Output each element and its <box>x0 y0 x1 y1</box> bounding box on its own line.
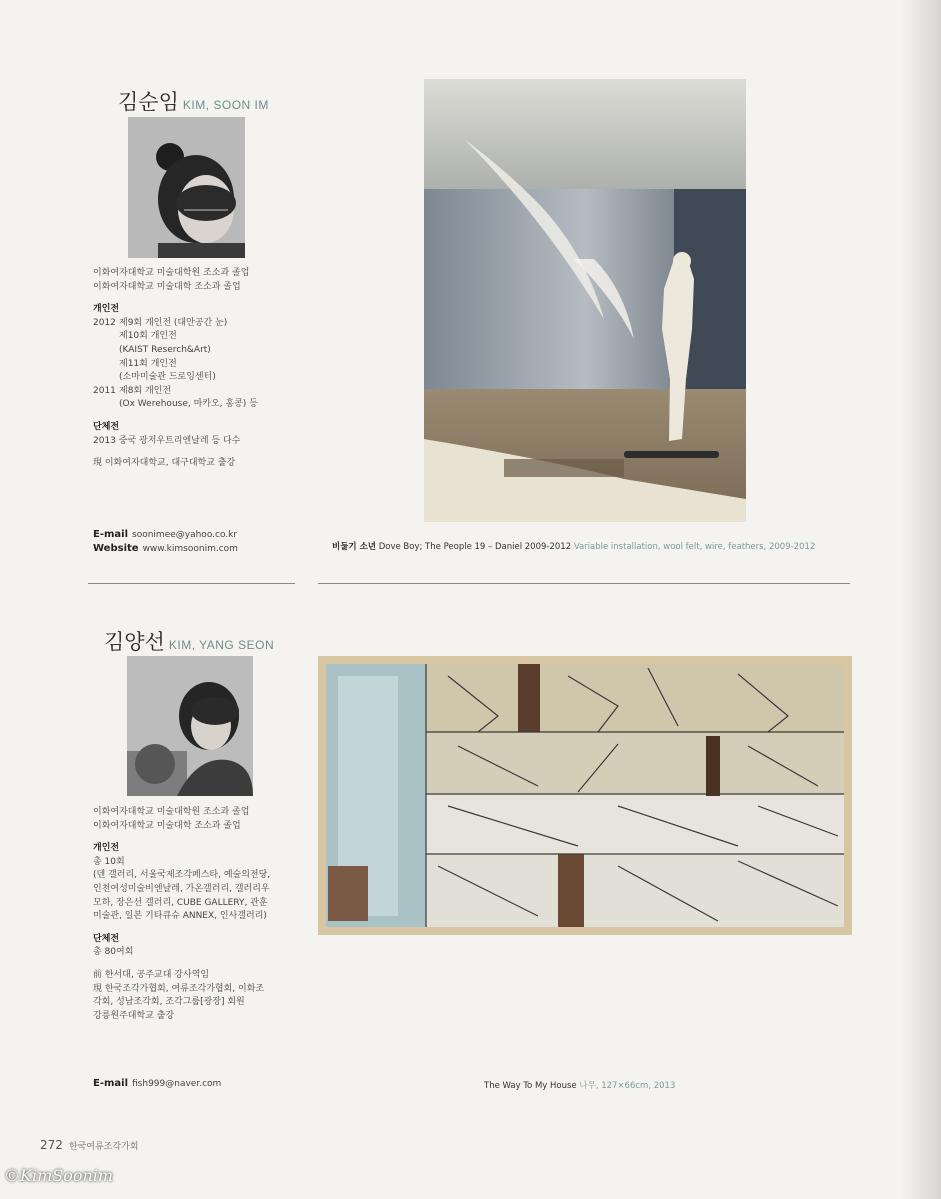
artist2-portrait <box>127 656 253 796</box>
artist1-name <box>118 86 269 116</box>
artist2-artwork-photo <box>318 656 852 935</box>
artist1-solo-row: (Ox Werehouse, 마카오, 홍콩) 등 <box>119 399 258 410</box>
artist1-artwork-photo <box>424 79 746 522</box>
artist1-contact <box>93 528 238 556</box>
artist1-edu-2: 이화여자대학교 미술대학 조소과 졸업 <box>93 281 241 292</box>
artist2-caption <box>484 1079 675 1091</box>
artist1-bio <box>93 267 258 471</box>
artist1-email-label: E-mail <box>93 529 129 540</box>
divider-right <box>318 583 850 584</box>
artist2-solo-line: 미술관, 일본 기타큐슈 ANNEX, 인사갤러리) <box>93 911 267 922</box>
artist2-career-line: 前 한서대, 공주교대 강사역임 <box>93 969 210 980</box>
artist1-edu-1: 이화여자대학교 미술대학원 조소과 졸업 <box>93 268 250 278</box>
artist1-solo-heading: 개인전 <box>93 304 120 315</box>
artist2-group-heading: 단체전 <box>93 933 120 944</box>
divider-left <box>88 583 295 584</box>
artist2-email: fish999@naver.com <box>132 1079 222 1089</box>
artist2-bio <box>93 806 270 1023</box>
artist2-solo-heading: 개인전 <box>93 843 120 854</box>
artist1-name-en: KIM, SOON IM <box>182 98 269 112</box>
copyright-watermark: ©KimSoonim <box>4 1166 114 1185</box>
artist2-group: 총 80여회 <box>93 947 134 958</box>
artist1-solo-row: 2012 제9회 개인전 (대안공간 눈) <box>93 317 228 328</box>
artist1-caption <box>332 540 815 552</box>
artist1-caption-work: Dove Boy; The People 19 – Daniel 2009-2012 <box>378 542 572 552</box>
artist2-career-line: 강릉원주대학교 출강 <box>93 1010 175 1021</box>
artist1-group: 2013 중국 광저우트리엔날레 등 다수 <box>93 435 241 446</box>
artist1-current: 現 이화여자대학교, 대구대학교 출강 <box>93 458 236 469</box>
page-gutter-shadow <box>901 0 941 1199</box>
artist2-solo-line: 모하, 장은선 갤러리, CUBE GALLERY, 관훈 <box>93 897 268 908</box>
artist2-career-line: 現 한국조각가협회, 여류조각가협회, 이화조 <box>93 983 265 994</box>
artist1-group-heading: 단체전 <box>93 421 120 432</box>
artist2-name-ko: 김양선 <box>104 630 165 654</box>
page-number: 272 <box>40 1138 63 1152</box>
artist1-solo-row: (KAIST Reserch&Art) <box>119 344 211 355</box>
artist2-solo-line: 총 10회 <box>93 856 125 867</box>
publisher-name: 한국여류조각가회 <box>68 1142 139 1152</box>
artist1-website: www.kimsoonim.com <box>142 544 238 554</box>
artist2-caption-detail: 나무, 127×66cm, 2013 <box>579 1081 676 1091</box>
artist2-solo-line: 인천여성미술비엔날레, 가온갤러리, 갤러리우 <box>93 883 270 894</box>
artist2-email-label: E-mail <box>93 1078 129 1089</box>
artist1-caption-detail: Variable installation, wool felt, wire, feathers, 2009-2012 <box>573 542 816 552</box>
artist1-solo-row: (소마미술관 드로잉센터) <box>119 372 216 383</box>
artist2-edu-2: 이화여자대학교 미술대학 조소과 졸업 <box>93 820 241 831</box>
artist1-website-label: Website <box>93 543 139 554</box>
artist2-career-line: 각회, 성남조각회, 조각그룹[광장] 회원 <box>93 997 245 1008</box>
artist1-email: soonimee@yahoo.co.kr <box>132 530 238 540</box>
artist1-name-ko: 김순임 <box>118 90 179 114</box>
artist2-solo-line: (덴 갤러리, 서울국제조각페스타, 예술의전당, <box>93 870 271 881</box>
artist1-portrait <box>128 117 245 258</box>
artist1-solo-row: 2011 제8회 개인전 <box>93 385 172 396</box>
artist2-contact <box>93 1077 221 1091</box>
artist2-name-en: KIM, YANG SEON <box>168 638 275 652</box>
artist1-solo-row: 제11회 개인전 <box>119 358 177 369</box>
page-footer <box>40 1138 138 1152</box>
artist1-solo-row: 제10회 개인전 <box>119 331 177 342</box>
artist2-name <box>104 626 274 656</box>
artist1-caption-title: 비둘기 소년 <box>332 542 377 552</box>
artist2-caption-work: The Way To My House <box>484 1081 577 1091</box>
artist2-edu-1: 이화여자대학교 미술대학원 조소과 졸업 <box>93 807 250 817</box>
